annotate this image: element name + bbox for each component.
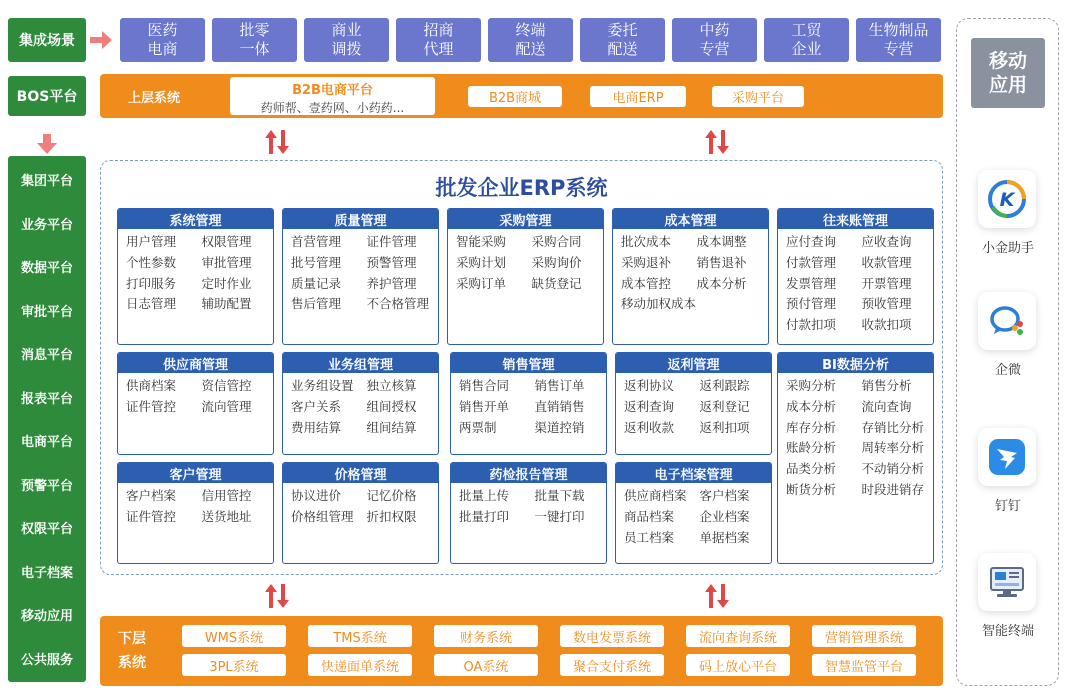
scene-line1: 生物制品 [868, 21, 929, 39]
module-title: 返利管理 [616, 353, 771, 373]
module-item[interactable]: 采购询价 [531, 254, 582, 270]
platform-item[interactable]: 集团平台 [20, 174, 73, 190]
wecom-icon [987, 301, 1027, 341]
module-item[interactable]: 成本调整 [696, 234, 747, 249]
module-item[interactable]: 成本分析 [696, 275, 747, 291]
scene-line2: 专营 [699, 40, 730, 58]
scene-line1: 中药 [699, 21, 730, 39]
module-item[interactable]: 渠道控销 [534, 419, 585, 435]
module-item[interactable]: 付款扣项 [786, 317, 837, 333]
module-item[interactable]: 批量上传 [459, 488, 510, 503]
module-item[interactable]: 采购分析 [786, 378, 837, 393]
module-item[interactable]: 折扣权限 [366, 508, 417, 524]
module-item[interactable]: 协议进价 [291, 488, 342, 503]
b2b-mall-pill [468, 86, 562, 107]
module-item[interactable]: 送货地址 [201, 508, 252, 524]
scene-line2: 企业 [791, 40, 822, 58]
module-item[interactable]: 批号管理 [291, 254, 342, 270]
erp-module [447, 208, 604, 345]
module-item[interactable]: 业务组设置 [291, 378, 354, 393]
module-title: BI数据分析 [778, 353, 933, 373]
module-items [118, 229, 273, 315]
module-item[interactable]: 销售开单 [459, 398, 510, 414]
module-title: 供应商管理 [118, 353, 273, 373]
module-item[interactable]: 返利收款 [624, 419, 675, 435]
terminal-icon [987, 562, 1027, 602]
module-item[interactable]: 供商档案 [126, 378, 177, 393]
module-item[interactable]: 批量下载 [534, 488, 585, 503]
module-item[interactable]: 流向管理 [201, 398, 252, 414]
module-item[interactable]: 预收管理 [861, 296, 912, 312]
b2b-platform-title: B2B电商平台 [292, 83, 373, 98]
b2b-platform-box [230, 77, 435, 115]
module-item[interactable]: 应收查询 [861, 234, 912, 249]
erp-module [117, 352, 274, 455]
lower-system-pill[interactable]: 营销管理系统 [812, 625, 916, 647]
erp-module [450, 352, 607, 455]
module-item[interactable]: 付款管理 [786, 254, 837, 270]
module-item[interactable]: 返利跟踪 [699, 378, 750, 393]
lower-system-label-line2: 系统 [118, 655, 146, 671]
module-title: 业务组管理 [283, 353, 438, 373]
module-item[interactable]: 库存分析 [786, 419, 837, 435]
ecommerce-erp-text: 电商ERP [612, 91, 664, 106]
module-title: 价格管理 [283, 463, 438, 483]
module-item[interactable]: 资信管控 [201, 378, 252, 393]
ecommerce-erp-pill [590, 86, 686, 107]
platform-item[interactable]: 预警平台 [20, 478, 73, 494]
module-item[interactable]: 采购退补 [621, 254, 672, 270]
bidirectional-arrow-icon [264, 130, 290, 154]
lower-system-bar [100, 616, 943, 686]
module-title: 客户管理 [118, 463, 273, 483]
lower-system-pill[interactable]: 智慧监管平台 [812, 654, 916, 676]
scene-box [672, 18, 757, 62]
module-item[interactable]: 缺货登记 [531, 275, 582, 291]
module-item[interactable]: 时段进销存 [861, 481, 925, 497]
lower-system-pill[interactable]: OA系统 [434, 654, 538, 676]
module-item[interactable]: 权限管理 [201, 234, 252, 249]
module-item[interactable]: 品类分析 [786, 461, 837, 477]
module-items [613, 229, 768, 315]
platform-item[interactable]: 消息平台 [20, 348, 73, 364]
module-item[interactable]: 流向查询 [861, 398, 912, 414]
module-item[interactable]: 两票制 [459, 419, 497, 435]
module-item[interactable]: 首营管理 [291, 234, 342, 249]
module-item[interactable]: 直销销售 [534, 398, 585, 414]
dingtalk-label: 钉钉 [994, 498, 1021, 514]
module-items [778, 373, 933, 501]
b2b-mall-text: B2B商城 [488, 91, 542, 106]
module-item[interactable]: 员工档案 [624, 529, 675, 545]
module-item[interactable]: 客户档案 [126, 488, 177, 503]
scene-line2: 配送 [607, 40, 638, 58]
platform-item[interactable]: 公共服务 [20, 652, 73, 668]
module-item[interactable]: 返利登记 [699, 398, 750, 414]
down-arrow-icon [37, 134, 57, 154]
module-item[interactable]: 发票管理 [786, 275, 837, 291]
erp-module [615, 462, 772, 564]
bos-platform-text: BOS平台 [16, 89, 78, 105]
platform-item[interactable]: 权限平台 [20, 522, 73, 538]
k-logo-icon [987, 179, 1027, 219]
module-item[interactable]: 预警管理 [366, 254, 417, 270]
lower-system-pill[interactable]: 财务系统 [434, 625, 538, 647]
module-item[interactable]: 存销比分析 [861, 419, 925, 435]
module-item[interactable]: 返利协议 [624, 378, 675, 393]
scene-line2: 一体 [239, 40, 270, 58]
module-item[interactable]: 组间结算 [366, 419, 417, 435]
xiaojin-assistant-tile[interactable] [978, 170, 1036, 228]
scene-line1: 批零 [239, 21, 270, 39]
lower-system-label [118, 627, 146, 675]
module-item[interactable]: 日志管理 [126, 296, 177, 312]
module-item[interactable]: 证件管理 [366, 234, 417, 249]
bidirectional-arrow-icon [704, 584, 730, 608]
module-item[interactable]: 客户档案 [699, 488, 750, 503]
module-title: 往来账管理 [778, 209, 933, 229]
module-item[interactable]: 应付查询 [786, 234, 837, 249]
right-arrow-icon [90, 31, 112, 49]
module-item[interactable]: 定时作业 [201, 275, 252, 291]
module-item[interactable]: 开票管理 [861, 275, 912, 291]
lower-system-pill[interactable]: 快递面单系统 [308, 654, 412, 676]
integration-scenario-text: 集成场景 [19, 33, 75, 49]
erp-module [117, 462, 274, 564]
mobile-app-title [971, 38, 1045, 108]
scene-line1: 终端 [515, 21, 546, 39]
erp-module [450, 462, 607, 564]
erp-module [777, 208, 934, 345]
module-item[interactable]: 用户管理 [126, 234, 177, 249]
module-item[interactable]: 售后管理 [291, 296, 342, 312]
platform-item[interactable]: 数据平台 [20, 261, 73, 277]
module-items [283, 373, 438, 438]
lower-system-pill[interactable]: WMS系统 [182, 625, 286, 647]
platform-item[interactable]: 电商平台 [20, 435, 73, 451]
module-item[interactable]: 收款扣项 [861, 317, 912, 333]
scene-box [856, 18, 941, 62]
scene-line1: 医药 [147, 21, 178, 39]
lower-system-pill[interactable]: 流向查询系统 [686, 625, 790, 647]
module-item[interactable]: 审批管理 [201, 254, 252, 270]
module-item[interactable]: 销售订单 [534, 378, 585, 393]
module-item[interactable]: 销售退补 [696, 254, 747, 270]
module-item[interactable]: 企业档案 [699, 508, 750, 524]
erp-module [615, 352, 772, 455]
module-items [451, 483, 606, 528]
scene-box [212, 18, 297, 62]
module-item[interactable]: 智能采购 [456, 234, 507, 249]
module-item[interactable]: 辅助配置 [201, 296, 252, 312]
module-title: 药检报告管理 [451, 463, 606, 483]
platform-item[interactable]: 移动应用 [20, 609, 73, 625]
module-items [283, 229, 438, 315]
lower-system-label-line1: 下层 [118, 631, 146, 647]
module-item[interactable]: 销售合同 [459, 378, 510, 393]
module-item[interactable]: 证件管控 [126, 508, 177, 524]
module-title: 成本管理 [613, 209, 768, 229]
module-item[interactable]: 返利扣项 [699, 419, 750, 435]
dingtalk-tile[interactable] [978, 428, 1036, 486]
platform-item[interactable]: 电子档案 [20, 565, 73, 581]
scene-line1: 商业 [331, 21, 362, 39]
scene-line1: 招商 [423, 21, 454, 39]
smart-terminal-tile[interactable] [978, 553, 1036, 611]
erp-module [117, 208, 274, 345]
erp-module [282, 462, 439, 564]
module-items [778, 229, 933, 336]
module-item[interactable]: 成本管控 [621, 275, 672, 291]
bidirectional-arrow-icon [264, 584, 290, 608]
module-item[interactable]: 个性参数 [126, 254, 177, 270]
module-item[interactable]: 记忆价格 [366, 488, 417, 503]
platform-column [8, 156, 86, 682]
module-item[interactable]: 成本分析 [786, 398, 837, 414]
module-item[interactable]: 供应商档案 [624, 488, 687, 503]
erp-module [612, 208, 769, 345]
integration-scenario-label [8, 18, 86, 62]
scene-line2: 专营 [883, 40, 914, 58]
module-item[interactable]: 商品档案 [624, 508, 675, 524]
module-item[interactable]: 打印服务 [126, 275, 177, 291]
module-title: 质量管理 [283, 209, 438, 229]
scene-line2: 配送 [515, 40, 546, 58]
erp-system-title: 批发企业ERP系统 [435, 176, 608, 200]
module-item[interactable]: 证件管控 [126, 398, 177, 414]
module-item[interactable]: 批次成本 [621, 234, 672, 249]
module-item[interactable]: 采购订单 [456, 275, 507, 291]
module-item[interactable]: 单据档案 [699, 529, 750, 545]
platform-item[interactable]: 业务平台 [20, 217, 73, 233]
platform-item[interactable]: 报表平台 [20, 391, 73, 407]
lower-system-pill[interactable]: 数电发票系统 [560, 625, 664, 647]
module-item[interactable]: 采购合同 [531, 234, 582, 249]
module-title: 销售管理 [451, 353, 606, 373]
bos-platform-label [8, 76, 86, 116]
mobile-title-line1: 移动 [988, 50, 1027, 72]
module-item[interactable]: 返利查询 [624, 398, 675, 414]
module-item[interactable]: 不动销分析 [861, 461, 925, 477]
erp-module [777, 352, 934, 564]
module-item[interactable]: 批量打印 [459, 508, 510, 524]
bidirectional-arrow-icon [704, 130, 730, 154]
module-item[interactable]: 费用结算 [291, 419, 342, 435]
lower-system-pill[interactable]: 聚合支付系统 [560, 654, 664, 676]
module-items [616, 373, 771, 438]
module-items [118, 373, 273, 418]
module-items [283, 483, 438, 528]
platform-item[interactable]: 审批平台 [20, 304, 73, 320]
scene-box [488, 18, 573, 62]
wecom-label: 企微 [994, 362, 1021, 378]
module-item[interactable]: 客户关系 [291, 398, 342, 414]
module-item[interactable]: 独立核算 [366, 378, 417, 393]
scene-box [580, 18, 665, 62]
module-item[interactable]: 周转率分析 [861, 440, 925, 456]
erp-module [282, 208, 439, 345]
dingtalk-icon [987, 437, 1027, 477]
module-item[interactable]: 养护管理 [366, 275, 417, 291]
scene-line1: 委托 [607, 21, 638, 39]
module-item[interactable]: 收款管理 [861, 254, 912, 270]
lower-system-pill[interactable]: 3PL系统 [182, 654, 286, 676]
scene-line2: 电商 [147, 40, 178, 58]
svg-text:K: K [999, 189, 1015, 211]
module-item[interactable]: 账龄分析 [786, 440, 837, 456]
scene-box [304, 18, 389, 62]
upper-system-label: 上层系统 [128, 91, 181, 106]
module-item[interactable]: 组间授权 [366, 398, 417, 414]
module-item[interactable]: 预付管理 [786, 296, 837, 312]
procurement-platform-text: 采购平台 [731, 91, 784, 106]
lower-system-pill[interactable]: TMS系统 [308, 625, 412, 647]
scene-line2: 调拨 [331, 40, 362, 58]
scene-line1: 工贸 [791, 21, 822, 39]
module-title: 采购管理 [448, 209, 603, 229]
scene-box [764, 18, 849, 62]
module-item[interactable]: 信用管控 [201, 488, 252, 503]
scene-box [120, 18, 205, 62]
erp-module [282, 352, 439, 455]
xiaojin-assistant-label: 小金助手 [981, 240, 1034, 256]
module-items [448, 229, 603, 294]
module-item[interactable]: 一键打印 [534, 508, 585, 524]
module-item[interactable]: 断货分析 [786, 481, 837, 497]
upper-system-bar [100, 74, 943, 118]
module-item[interactable]: 质量记录 [291, 275, 342, 291]
module-items [118, 483, 273, 528]
module-item[interactable]: 不合格管理 [366, 296, 430, 312]
module-item[interactable]: 价格组管理 [291, 508, 354, 524]
smart-terminal-label: 智能终端 [981, 623, 1034, 639]
module-items [451, 373, 606, 438]
scene-box [396, 18, 481, 62]
lower-system-pill[interactable]: 码上放心平台 [686, 654, 790, 676]
module-title: 电子档案管理 [616, 463, 771, 483]
b2b-platform-subtitle: 药师帮、壹药网、小药药... [260, 101, 405, 115]
module-item[interactable]: 销售分析 [861, 378, 912, 393]
mobile-title-line2: 应用 [988, 74, 1027, 96]
module-items [616, 483, 771, 548]
module-item[interactable]: 移动加权成本 [621, 296, 697, 312]
wecom-tile[interactable] [978, 292, 1036, 350]
procurement-platform-pill [712, 86, 804, 107]
module-title: 系统管理 [118, 209, 273, 229]
module-item[interactable]: 采购计划 [456, 254, 507, 270]
scene-line2: 代理 [423, 40, 454, 58]
